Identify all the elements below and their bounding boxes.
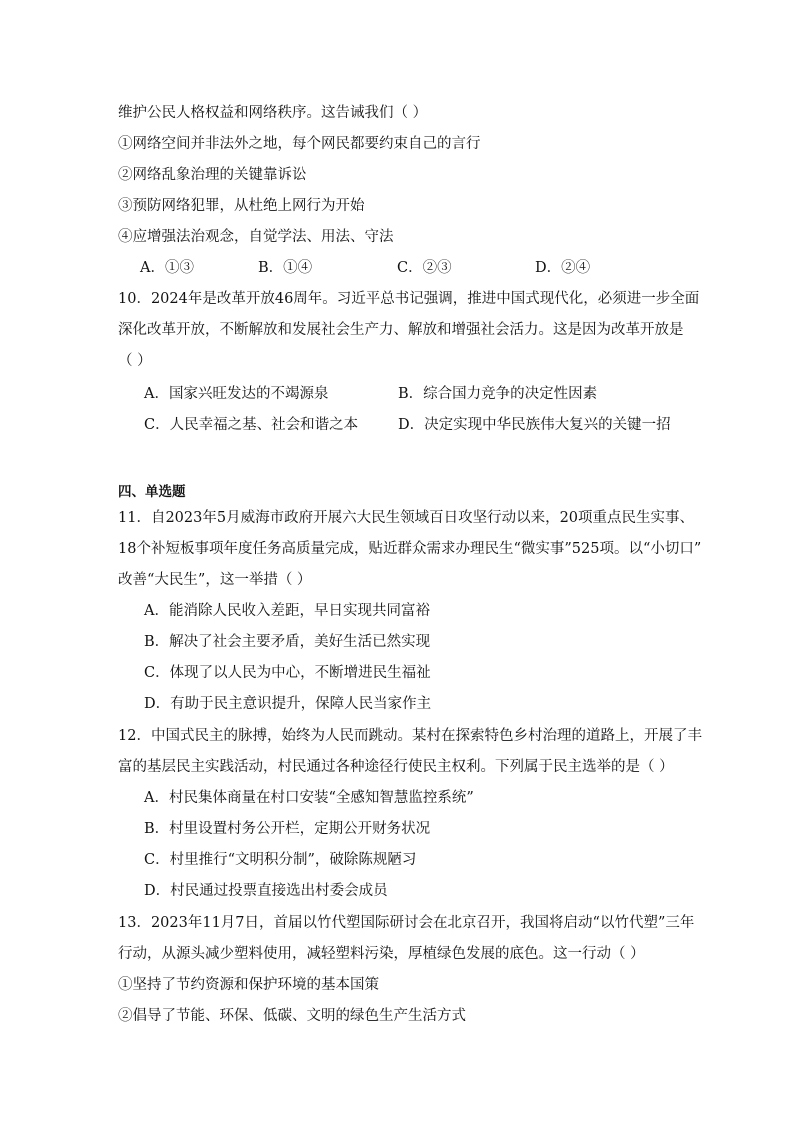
q11-option-b: B．解决了社会主要矛盾，美好生活已然实现 — [144, 634, 431, 650]
q9-statement-3: ③预防网络犯罪，从杜绝上网行为开始 — [118, 198, 365, 214]
q9-statement-4: ④应增强法治观念，自觉学法、用法、守法 — [118, 229, 394, 245]
q9-option-b: B．①④ — [258, 260, 313, 276]
q9-stem-continuation: 维护公民人格权益和网络秩序。这告诫我们（ ） — [118, 105, 428, 121]
q13-statement-2: ②倡导了节能、环保、低碳、文明的绿色生产生活方式 — [118, 1008, 466, 1024]
q12-stem-line-2: 富的基层民主实践活动，村民通过各种途径行使民主权利。下列属于民主选举的是（ ） — [118, 759, 674, 775]
q11-option-c: C．体现了以人民为中心，不断增进民生福祉 — [144, 665, 431, 681]
q9-option-c: C．②③ — [397, 260, 452, 276]
q11-option-d: D．有助于民主意识提升，保障人民当家作主 — [144, 696, 432, 712]
q9-option-a: A．①③ — [140, 260, 194, 276]
q10-option-d: D．决定实现中华民族伟大复兴的关键一招 — [398, 417, 671, 433]
q12-stem-line-1: 12．中国式民主的脉搏，始终为人民而跳动。某村在探索特色乡村治理的道路上，开展了丰 — [118, 728, 702, 744]
q11-stem-line-3: 改善“大民生”，这一举措（ ） — [118, 572, 312, 588]
section-heading: 四、单选题 — [118, 484, 186, 500]
q11-option-a: A．能消除人民收入差距，早日实现共同富裕 — [144, 603, 430, 619]
q10-stem-line-3: （ ） — [118, 353, 152, 369]
q13-stem-line-1: 13．2023年11月7日，首届以竹代塑国际研讨会在北京召开，我国将启动“以竹代塑”三年 — [118, 915, 695, 931]
q10-option-a: A．国家兴旺发达的不竭源泉 — [144, 386, 329, 402]
q11-stem-line-1: 11．自2023年5月威海市政府开展六大民生领域百日攻坚行动以来，20项重点民生实事、 — [118, 510, 695, 526]
q9-statement-1: ①网络空间并非法外之地，每个网民都要约束自己的言行 — [118, 136, 481, 152]
q13-stem-line-2: 行动，从源头减少塑料使用，减轻塑料污染，厚植绿色发展的底色。这一行动（ ） — [118, 946, 645, 962]
q12-option-c: C．村里推行“文明积分制”，破除陈规陋习 — [144, 852, 417, 868]
q12-option-a: A．村民集体商量在村口安装“全感知智慧监控系统” — [144, 790, 474, 806]
q9-statement-2: ②网络乱象治理的关键靠诉讼 — [118, 167, 307, 183]
q9-option-d: D．②④ — [535, 260, 591, 276]
q10-option-c: C．人民幸福之基、社会和谐之本 — [144, 417, 359, 433]
q10-stem-line-2: 深化改革开放，不断解放和发展社会生产力、解放和增强社会活力。这是因为改革开放是 — [118, 322, 684, 338]
q12-option-d: D．村民通过投票直接选出村委会成员 — [144, 883, 388, 899]
q12-option-b: B．村里设置村务公开栏，定期公开财务状况 — [144, 821, 431, 837]
q13-statement-1: ①坚持了节约资源和保护环境的基本国策 — [118, 977, 379, 993]
q10-option-b: B．综合国力竞争的决定性因素 — [398, 386, 598, 402]
q10-stem-line-1: 10．2024年是改革开放46周年。习近平总书记强调，推进中国式现代化，必须进一步全面 — [118, 291, 700, 307]
q11-stem-line-2: 18个补短板事项年度任务高质量完成，贴近群众需求办理民生“微实事”525项。以“小切口” — [118, 541, 702, 557]
